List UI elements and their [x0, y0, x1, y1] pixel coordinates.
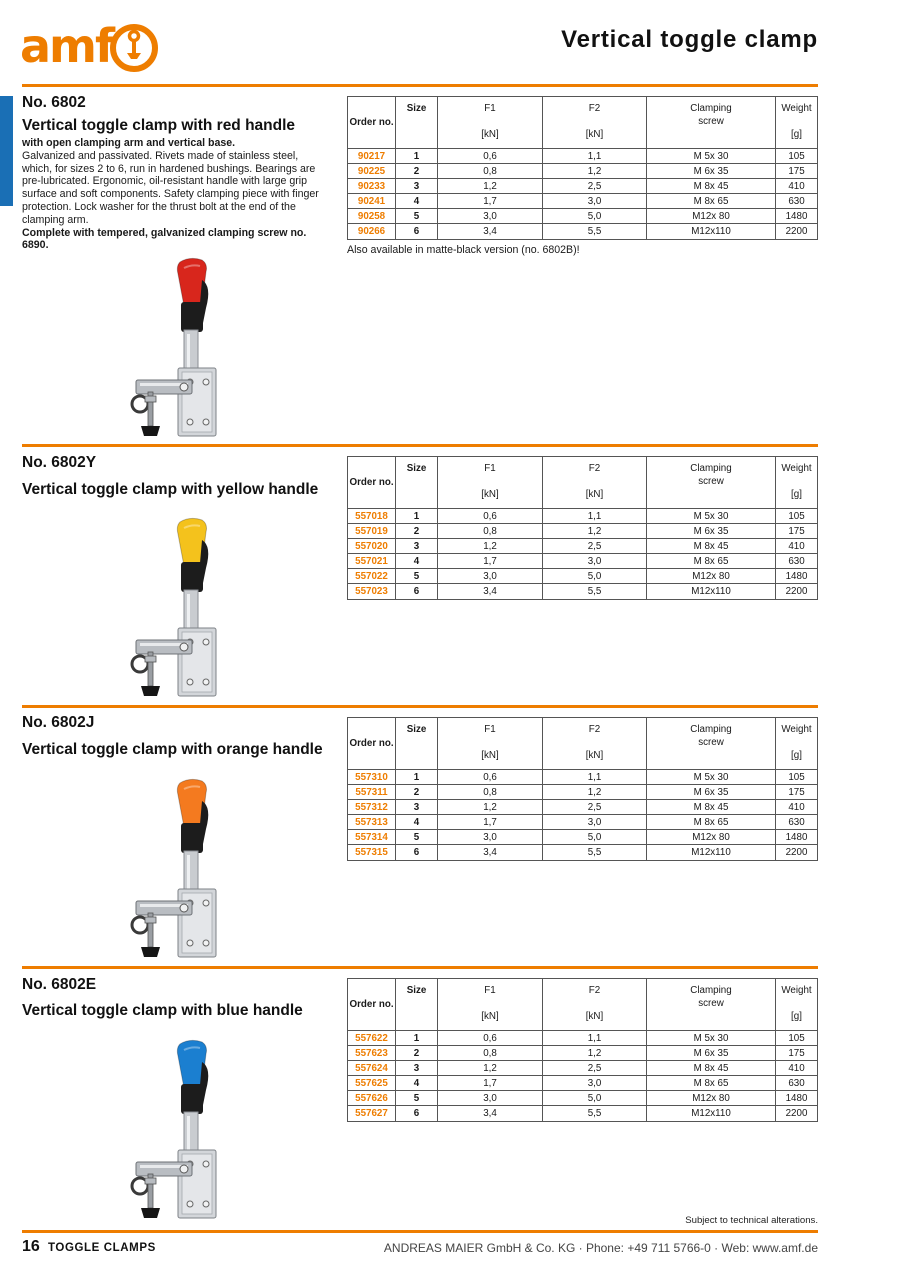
- f1-cell: 3,4: [438, 224, 543, 239]
- col-clamping-screw: [647, 979, 776, 1031]
- description-body: Galvanized and passivated. Rivets made of stainless steel, which, for sizes 2 to 6, run in hardened bushings. Bearings are pre-lubricated. Ergonomic, oil-resistant handle with large grip surface and soft components. Safety clamping piece with finger protection. Lock washer for the thrust bolt at the end of the clamping arm.: [22, 149, 319, 226]
- clamping-pad: [141, 1208, 160, 1218]
- screw-cell: M 6x 35: [647, 164, 776, 179]
- size-cell: 6: [396, 224, 438, 239]
- size-cell: 3: [396, 539, 438, 554]
- col-weight-label: Weight: [781, 985, 812, 996]
- spec-table: [347, 717, 818, 861]
- screw-cell: M 8x 65: [647, 815, 776, 830]
- weight-cell: 1480: [776, 830, 818, 845]
- handle-base: [181, 562, 203, 592]
- lever-bar: [184, 590, 198, 632]
- table-row: [348, 224, 818, 239]
- screw-cell: M 8x 45: [647, 800, 776, 815]
- order-number[interactable]: 557311: [348, 785, 396, 800]
- lever-bar: [184, 330, 198, 372]
- col-weight-label: Weight: [781, 463, 812, 474]
- description-subtitle: with open clamping arm and vertical base.: [22, 137, 236, 149]
- order-number[interactable]: 557312: [348, 800, 396, 815]
- screw-cell: M12x110: [647, 224, 776, 239]
- availability-note: Also available in matte-black version (no. 6802B)!: [347, 244, 580, 256]
- weight-cell: 410: [776, 539, 818, 554]
- amf-logo: [20, 22, 162, 74]
- col-f1-label: F1: [484, 985, 496, 996]
- screw-cell: M12x 80: [647, 830, 776, 845]
- table-row: [348, 1106, 818, 1121]
- f2-cell: 1,1: [543, 770, 647, 785]
- f1-cell: 0,6: [438, 149, 543, 164]
- order-number[interactable]: 557022: [348, 569, 396, 584]
- col-weight-unit: [g]: [791, 750, 802, 761]
- col-f1: [438, 979, 543, 1031]
- table-header-row: [348, 97, 818, 149]
- f2-cell: 5,0: [543, 830, 647, 845]
- col-weight: [776, 457, 818, 509]
- col-f1-unit: [kN]: [481, 1011, 499, 1022]
- order-number[interactable]: 90266: [348, 224, 396, 239]
- weight-cell: 410: [776, 800, 818, 815]
- size-cell: 5: [396, 1091, 438, 1106]
- table-row: [348, 149, 818, 164]
- col-size: Size: [396, 97, 438, 149]
- screw-cell: M12x110: [647, 845, 776, 860]
- table-row: [348, 830, 818, 845]
- clamping-pad: [141, 947, 160, 957]
- size-cell: 3: [396, 800, 438, 815]
- f1-cell: 1,7: [438, 1076, 543, 1091]
- table-row: [348, 194, 818, 209]
- weight-cell: 105: [776, 149, 818, 164]
- col-size: Size: [396, 979, 438, 1031]
- screw-cell: M 8x 65: [647, 194, 776, 209]
- table-row: [348, 539, 818, 554]
- col-f1-unit: [kN]: [481, 489, 499, 500]
- screw-cell: M 6x 35: [647, 524, 776, 539]
- section-number: No. 6802: [22, 94, 86, 111]
- col-f2-label: F2: [588, 985, 601, 996]
- col-f2-unit: [kN]: [585, 489, 604, 500]
- table-row: [348, 770, 818, 785]
- f1-cell: 3,4: [438, 845, 543, 860]
- order-number[interactable]: 557018: [348, 509, 396, 524]
- size-cell: 4: [396, 1076, 438, 1091]
- f1-cell: 1,2: [438, 800, 543, 815]
- f1-cell: 1,2: [438, 179, 543, 194]
- screw-cell: M 5x 30: [647, 149, 776, 164]
- weight-cell: 630: [776, 815, 818, 830]
- section-title: Vertical toggle clamp with red handle: [22, 117, 296, 134]
- weight-cell: 410: [776, 179, 818, 194]
- table-row: [348, 1076, 818, 1091]
- weight-cell: 175: [776, 1046, 818, 1061]
- col-weight-label: Weight: [781, 103, 812, 114]
- table-row: [348, 209, 818, 224]
- company-contact: ANDREAS MAIER GmbH & Co. KG · Phone: +49 711 5766-0 · Web: www.amf.de: [383, 1241, 818, 1255]
- col-order-no: Order no.: [348, 457, 396, 509]
- top-rule: [22, 84, 818, 87]
- order-number[interactable]: 90233: [348, 179, 396, 194]
- order-number[interactable]: 557020: [348, 539, 396, 554]
- table-row: [348, 179, 818, 194]
- order-number[interactable]: 557623: [348, 1046, 396, 1061]
- f2-cell: 1,2: [543, 785, 647, 800]
- col-weight-unit: [g]: [791, 1011, 802, 1022]
- col-screw-label: Clamping screw: [690, 985, 732, 1009]
- f2-cell: 5,5: [543, 224, 647, 239]
- weight-cell: 105: [776, 770, 818, 785]
- f1-cell: 3,0: [438, 1091, 543, 1106]
- f2-cell: 3,0: [543, 554, 647, 569]
- table-row: [348, 785, 818, 800]
- size-cell: 3: [396, 1061, 438, 1076]
- f2-cell: 5,0: [543, 569, 647, 584]
- table-header-row: [348, 718, 818, 770]
- f1-cell: 3,0: [438, 209, 543, 224]
- f2-cell: 1,1: [543, 1031, 647, 1046]
- table-row: [348, 1046, 818, 1061]
- order-number[interactable]: 90217: [348, 149, 396, 164]
- screw-cell: M 8x 45: [647, 1061, 776, 1076]
- section-title: Vertical toggle clamp with blue handle: [22, 1002, 303, 1019]
- size-cell: 2: [396, 785, 438, 800]
- screw-cell: M 8x 65: [647, 554, 776, 569]
- weight-cell: 2200: [776, 1106, 818, 1121]
- lever-bar: [184, 1112, 198, 1154]
- col-weight: [776, 718, 818, 770]
- size-cell: 5: [396, 830, 438, 845]
- screw-cell: M 8x 45: [647, 539, 776, 554]
- f2-cell: 3,0: [543, 815, 647, 830]
- weight-cell: 410: [776, 1061, 818, 1076]
- f2-cell: 2,5: [543, 179, 647, 194]
- order-number[interactable]: 90258: [348, 209, 396, 224]
- table-row: [348, 164, 818, 179]
- f2-cell: 1,2: [543, 1046, 647, 1061]
- section-number: No. 6802E: [22, 976, 97, 993]
- f1-cell: 0,8: [438, 524, 543, 539]
- size-cell: 2: [396, 164, 438, 179]
- col-f2-label: F2: [588, 724, 601, 735]
- section-divider: [22, 705, 818, 708]
- weight-cell: 105: [776, 509, 818, 524]
- f2-cell: 2,5: [543, 800, 647, 815]
- screw-cell: M 6x 35: [647, 1046, 776, 1061]
- f2-cell: 3,0: [543, 1076, 647, 1091]
- col-screw-label: Clamping screw: [690, 103, 732, 127]
- col-f2: [543, 97, 647, 149]
- order-number[interactable]: 557626: [348, 1091, 396, 1106]
- screw-cell: M12x 80: [647, 1091, 776, 1106]
- section-divider: [22, 444, 818, 447]
- table-row: [348, 800, 818, 815]
- f2-cell: 3,0: [543, 194, 647, 209]
- col-f1-label: F1: [484, 103, 496, 114]
- size-cell: 3: [396, 179, 438, 194]
- f2-cell: 1,2: [543, 164, 647, 179]
- table-row: [348, 815, 818, 830]
- col-f1: [438, 457, 543, 509]
- f2-cell: 5,5: [543, 845, 647, 860]
- f1-cell: 0,6: [438, 1031, 543, 1046]
- f1-cell: 0,8: [438, 785, 543, 800]
- section-number: No. 6802J: [22, 714, 95, 731]
- col-f1-label: F1: [484, 463, 496, 474]
- col-f1: [438, 718, 543, 770]
- order-number[interactable]: 557625: [348, 1076, 396, 1091]
- section-title: Vertical toggle clamp with orange handle: [22, 741, 323, 758]
- f1-cell: 1,7: [438, 554, 543, 569]
- page-title: Vertical toggle clamp: [561, 26, 818, 53]
- weight-cell: 2200: [776, 584, 818, 599]
- order-number[interactable]: 557315: [348, 845, 396, 860]
- col-weight: [776, 979, 818, 1031]
- col-f1: [438, 97, 543, 149]
- weight-cell: 630: [776, 194, 818, 209]
- section-tab-marker: [0, 96, 13, 206]
- weight-cell: 175: [776, 164, 818, 179]
- col-clamping-screw: [647, 97, 776, 149]
- f2-cell: 5,5: [543, 1106, 647, 1121]
- size-cell: 1: [396, 149, 438, 164]
- f2-cell: 1,1: [543, 149, 647, 164]
- alterations-note: Subject to technical alterations.: [685, 1215, 818, 1226]
- f1-cell: 3,0: [438, 569, 543, 584]
- col-f2: [543, 718, 647, 770]
- section-description: [22, 137, 322, 252]
- description-bold-end: Complete with tempered, galvanized clamping screw no. 6890.: [22, 226, 307, 252]
- f2-cell: 1,2: [543, 524, 647, 539]
- clamping-pad: [141, 426, 160, 436]
- spec-table: [347, 978, 818, 1122]
- f1-cell: 3,0: [438, 830, 543, 845]
- clamp-product-image: [126, 256, 222, 440]
- order-number[interactable]: 557314: [348, 830, 396, 845]
- screw-cell: M 5x 30: [647, 770, 776, 785]
- f1-cell: 1,2: [438, 1061, 543, 1076]
- size-cell: 4: [396, 554, 438, 569]
- table-row: [348, 1031, 818, 1046]
- spec-table: [347, 456, 818, 600]
- f1-cell: 3,4: [438, 1106, 543, 1121]
- screw-cell: M 8x 45: [647, 179, 776, 194]
- col-f2: [543, 979, 647, 1031]
- handle-base: [181, 302, 203, 332]
- size-cell: 4: [396, 815, 438, 830]
- table-row: [348, 1061, 818, 1076]
- amf-logo-text: amf: [20, 22, 113, 73]
- screw-cell: M 5x 30: [647, 509, 776, 524]
- col-f2-unit: [kN]: [585, 750, 604, 761]
- size-cell: 5: [396, 209, 438, 224]
- order-number[interactable]: 557622: [348, 1031, 396, 1046]
- col-clamping-screw: [647, 718, 776, 770]
- size-cell: 1: [396, 1031, 438, 1046]
- col-weight-unit: [g]: [791, 129, 802, 140]
- f1-cell: 1,7: [438, 194, 543, 209]
- order-number[interactable]: 557624: [348, 1061, 396, 1076]
- spec-table: [347, 96, 818, 240]
- size-cell: 2: [396, 524, 438, 539]
- screw-cell: M 8x 65: [647, 1076, 776, 1091]
- clamp-product-image: [126, 777, 222, 961]
- table-row: [348, 1091, 818, 1106]
- screw-cell: M 5x 30: [647, 1031, 776, 1046]
- screw-cell: M12x 80: [647, 209, 776, 224]
- clamp-product-image: [126, 516, 222, 700]
- screw-cell: M 6x 35: [647, 785, 776, 800]
- f2-cell: 2,5: [543, 1061, 647, 1076]
- col-order-no: Order no.: [348, 97, 396, 149]
- handle-base: [181, 1084, 203, 1114]
- page-number: 16: [22, 1238, 40, 1255]
- col-order-no: Order no.: [348, 979, 396, 1031]
- f2-cell: 2,5: [543, 539, 647, 554]
- order-number[interactable]: 557627: [348, 1106, 396, 1121]
- size-cell: 5: [396, 569, 438, 584]
- size-cell: 6: [396, 584, 438, 599]
- size-cell: 1: [396, 509, 438, 524]
- weight-cell: 105: [776, 1031, 818, 1046]
- f2-cell: 5,0: [543, 209, 647, 224]
- col-weight: [776, 97, 818, 149]
- order-number[interactable]: 557021: [348, 554, 396, 569]
- order-number[interactable]: 90225: [348, 164, 396, 179]
- section-divider: [22, 966, 818, 969]
- order-number[interactable]: 90241: [348, 194, 396, 209]
- col-f1-unit: [kN]: [481, 750, 499, 761]
- weight-cell: 630: [776, 1076, 818, 1091]
- table-row: [348, 509, 818, 524]
- col-f2: [543, 457, 647, 509]
- weight-cell: 2200: [776, 845, 818, 860]
- col-order-no: Order no.: [348, 718, 396, 770]
- col-f1-label: F1: [484, 724, 496, 735]
- f1-cell: 1,7: [438, 815, 543, 830]
- col-f2-label: F2: [588, 103, 601, 114]
- weight-cell: 1480: [776, 569, 818, 584]
- order-number[interactable]: 557019: [348, 524, 396, 539]
- size-cell: 2: [396, 1046, 438, 1061]
- order-number[interactable]: 557310: [348, 770, 396, 785]
- table-row: [348, 569, 818, 584]
- col-size: Size: [396, 457, 438, 509]
- table-row: [348, 584, 818, 599]
- order-number[interactable]: 557023: [348, 584, 396, 599]
- f1-cell: 0,6: [438, 770, 543, 785]
- table-header-row: [348, 457, 818, 509]
- col-clamping-screw: [647, 457, 776, 509]
- clamping-pad: [141, 686, 160, 696]
- col-f1-unit: [kN]: [481, 129, 499, 140]
- f1-cell: 0,6: [438, 509, 543, 524]
- section-title: Vertical toggle clamp with yellow handle: [22, 481, 319, 498]
- weight-cell: 175: [776, 524, 818, 539]
- lever-bar: [184, 851, 198, 893]
- col-size: Size: [396, 718, 438, 770]
- f2-cell: 5,5: [543, 584, 647, 599]
- col-screw-label: Clamping screw: [690, 724, 732, 748]
- handle-base: [181, 823, 203, 853]
- col-f2-unit: [kN]: [585, 129, 604, 140]
- f1-cell: 3,4: [438, 584, 543, 599]
- footer-rule: [22, 1230, 818, 1233]
- col-weight-unit: [g]: [791, 489, 802, 500]
- table-row: [348, 845, 818, 860]
- f2-cell: 5,0: [543, 1091, 647, 1106]
- col-screw-label: Clamping screw: [690, 463, 732, 487]
- size-cell: 6: [396, 845, 438, 860]
- weight-cell: 1480: [776, 1091, 818, 1106]
- f2-cell: 1,1: [543, 509, 647, 524]
- col-f2-label: F2: [588, 463, 601, 474]
- size-cell: 6: [396, 1106, 438, 1121]
- f1-cell: 1,2: [438, 539, 543, 554]
- col-f2-unit: [kN]: [585, 1011, 604, 1022]
- weight-cell: 1480: [776, 209, 818, 224]
- screw-cell: M12x 80: [647, 569, 776, 584]
- section-number: No. 6802Y: [22, 454, 97, 471]
- f1-cell: 0,8: [438, 164, 543, 179]
- size-cell: 4: [396, 194, 438, 209]
- weight-cell: 175: [776, 785, 818, 800]
- weight-cell: 630: [776, 554, 818, 569]
- table-row: [348, 554, 818, 569]
- table-row: [348, 524, 818, 539]
- screw-cell: M12x110: [647, 1106, 776, 1121]
- f1-cell: 0,8: [438, 1046, 543, 1061]
- table-header-row: [348, 979, 818, 1031]
- catalog-section-name: TOGGLE CLAMPS: [48, 1242, 156, 1254]
- clamp-product-image: [126, 1038, 222, 1222]
- col-weight-label: Weight: [781, 724, 812, 735]
- order-number[interactable]: 557313: [348, 815, 396, 830]
- screw-cell: M12x110: [647, 584, 776, 599]
- size-cell: 1: [396, 770, 438, 785]
- weight-cell: 2200: [776, 224, 818, 239]
